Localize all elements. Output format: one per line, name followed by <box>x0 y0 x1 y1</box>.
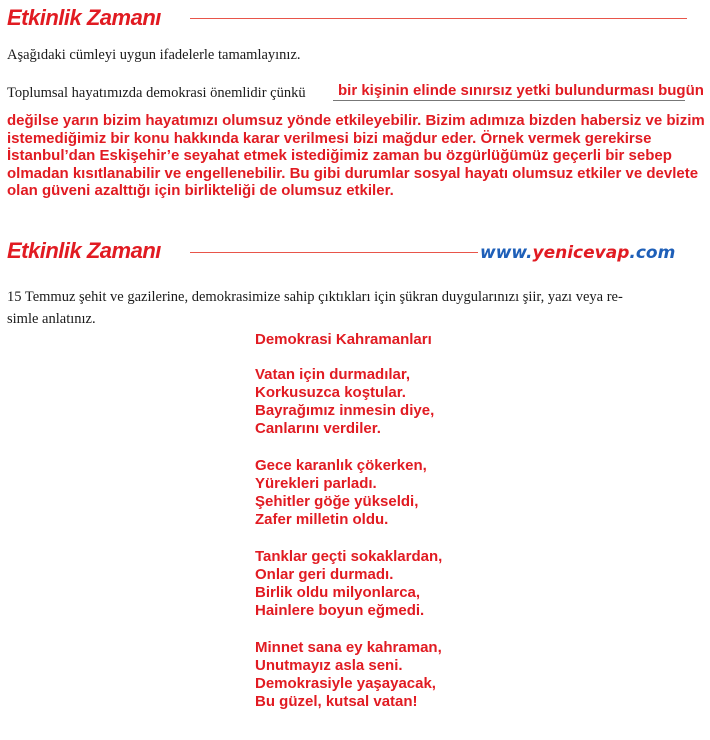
answer-paragraph <box>7 112 707 200</box>
prompt-line: 15 Temmuz şehit ve gazilerine, demokrasimize sahip çıktıkları için şükran duygularınızı şiir, yazı veya re- <box>7 289 623 305</box>
poem-line: Korkusuzca koştular. <box>255 384 406 401</box>
section1-instruction: Aşağıdaki cümleyi uygun ifadelerle tamamlayınız. <box>7 47 301 63</box>
poem-line: Unutmayız asla seni. <box>255 657 403 674</box>
section1-heading-rule <box>190 18 687 19</box>
poem-line: Gece karanlık çökerken, <box>255 457 427 474</box>
answer-line: olmadan kısıtlanabilir ve engellenebilir. Bu gibi durumlar sosyal hayatı olumsuz etkiler ve devlete <box>7 164 699 182</box>
sentence-start: Toplumsal hayatımızda demokrasi önemlidir çünkü <box>7 85 306 101</box>
watermark-prefix: www. <box>480 243 533 263</box>
answer-underline <box>333 100 685 101</box>
poem-line: Vatan için durmadılar, <box>255 366 411 383</box>
prompt-line: simle anlatınız. <box>7 311 96 327</box>
poem-line: Tanklar geçti sokaklardan, <box>255 548 443 565</box>
section1-heading: Etkinlik Zamanı <box>7 5 161 30</box>
answer-inline: bir kişinin elinde sınırsız yetki bulundurması bugün <box>338 82 704 99</box>
poem-line: Şehitler göğe yükseldi, <box>255 493 419 510</box>
poem-line: Onlar geri durmadı. <box>255 566 394 583</box>
watermark-brand: yenicevap <box>532 243 630 263</box>
poem-line: Canlarını verdiler. <box>255 420 381 437</box>
poem-line: Zafer milletin oldu. <box>255 511 389 528</box>
poem-stanza <box>255 457 442 529</box>
watermark-suffix: .com <box>629 243 676 263</box>
poem-line: Bu güzel, kutsal vatan! <box>255 693 418 710</box>
poem-stanza <box>255 366 442 438</box>
poem-line: Demokrasiyle yaşayacak, <box>255 675 436 692</box>
poem-line: Birlik oldu milyonlarca, <box>255 584 421 601</box>
answer-line: istemediğimiz bir konu hakkında karar verilmesi bizi mağdur eder. Örnek vermek gerekirse <box>7 129 652 147</box>
poem-line: Bayrağımız inmesin diye, <box>255 402 435 419</box>
answer-line: İstanbul’dan Eskişehir’e seyahat etmek istediğimiz zaman bu özgürlüğümüz geçerli bir sebep <box>7 147 672 165</box>
poem-line: Hainlere boyun eğmedi. <box>255 602 425 619</box>
poem-stanza <box>255 548 442 620</box>
poem-title: Demokrasi Kahramanları <box>255 331 432 348</box>
poem-line: Minnet sana ey kahraman, <box>255 639 442 656</box>
answer-line: olan güveni azalttığı için birlikteliği de olumsuz etkiler. <box>7 182 394 200</box>
poem-line: Yürekleri parladı. <box>255 475 377 492</box>
poem <box>255 331 442 730</box>
poem-stanza <box>255 639 442 711</box>
section2-prompt <box>7 286 697 330</box>
watermark-logo <box>480 243 675 263</box>
section2-heading-rule <box>190 252 478 253</box>
section2-heading: Etkinlik Zamanı <box>7 238 161 263</box>
answer-line: değilse yarın bizim hayatımızı olumsuz yönde etkileyebilir. Bizim adımıza bizden habersiz ve bizim <box>7 112 705 129</box>
